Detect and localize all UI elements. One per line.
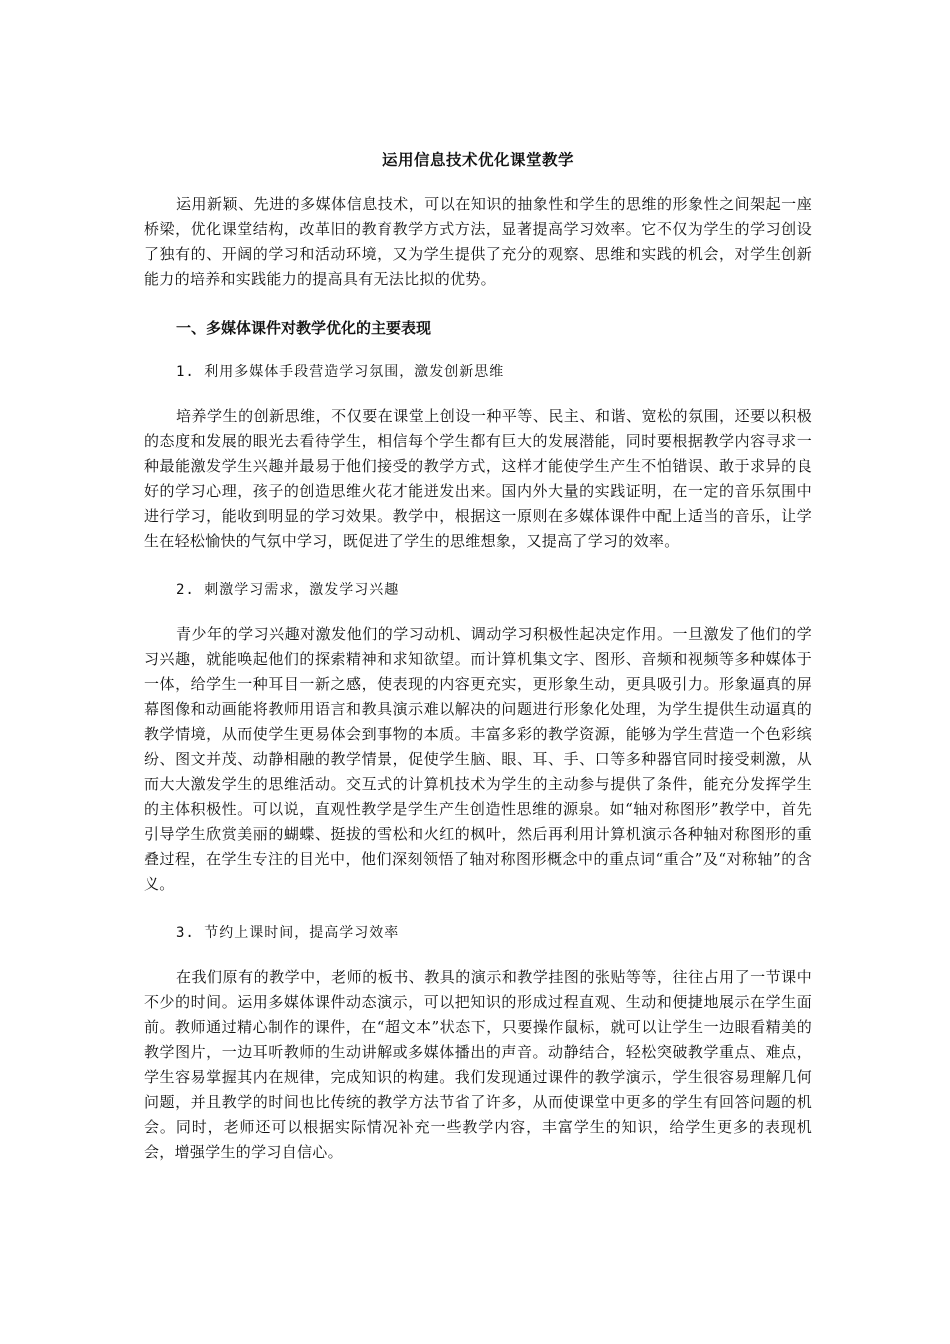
subsection-paragraph-2: 青少年的学习兴趣对激发他们的学习动机、调动学习积极性起决定作用。一旦激发了他们的学习兴趣，就能唤起他们的探索精神和求知欲望。而计算机集文字、图形、音频和视频等多种媒体于一体，给学生一种耳目一新之感，使表现的内容更充实，更形象生动，更具吸引力。形象逼真的屏幕图像和动画能将教师用语言和教具演示难以解决的问题进行形象化处理，为学生提供生动逼真的教学情境，从而使学生更易体会到事物的本质。丰富多彩的教学资源，能够为学生营造一个色彩缤纷、图文并茂、动静相融的教学情景，促使学生脑、眼、耳、手、口等多种器官同时接受刺激，从而大大激发学生的思维活动。交互式的计算机技术为学生的主动参与提供了条件，能充分发挥学生的主体积极性。可以说，直观性教学是学生产生创造性思维的源泉。如“轴对称图形”教学中，首先引导学生欣赏美丽的蝴蝶、挺拔的雪松和火红的枫叶，然后再利用计算机演示各种轴对称图形的重叠过程，在学生专注的目光中，他们深刻领悟了轴对称图形概念中的重点词“重合”及“对称轴”的含义。 [144,625,812,893]
subsection-heading-2: 2. 刺激学习需求，激发学习兴趣 [176,582,400,598]
intro-paragraph: 运用新颖、先进的多媒体信息技术，可以在知识的抽象性和学生的思维的形象性之间架起一座桥梁，优化课堂结构，改革旧的教育教学方式方法，显著提高学习效率。它不仅为学生的学习创设了独有的、开阔的学习和活动环境，又为学生提供了充分的观察、思维和实践的机会，对学生创新能力的培养和实践能力的提高具有无法比拟的优势。 [144,195,812,288]
section-heading-1: 一、多媒体课件对教学优化的主要表现 [176,319,432,337]
subsection-paragraph-3: 在我们原有的教学中，老师的板书、教具的演示和教学挂图的张贴等等，往往占用了一节课中不少的时间。运用多媒体课件动态演示，可以把知识的形成过程直观、生动和便捷地展示在学生面前。教师通过精心制作的课件，在“超文本”状态下，只要操作鼠标，就可以让学生一边眼看精美的教学图片，一边耳听教师的生动讲解或多媒体播出的声音。动静结合，轻松突破教学重点、难点，学生容易掌握其内在规律，完成知识的构建。我们发现通过课件的教学演示，学生很容易理解几何问题，并且教学的时间也比传统的教学方法节省了许多，从而使课堂中更多的学生有回答问题的机会。同时，老师还可以根据实际情况补充一些教学内容，丰富学生的知识，给学生更多的表现机会，增强学生的学习自信心。 [144,968,812,1161]
subsection-paragraph-1: 培养学生的创新思维，不仅要在课堂上创设一种平等、民主、和谐、宽松的氛围，还要以积极的态度和发展的眼光去看待学生，相信每个学生都有巨大的发展潜能，同时要根据教学内容寻求一种最能激发学生兴趣并最易于他们接受的教学方式，这样才能使学生产生不怕错误、敢于求异的良好的学习心理，孩子的创造思维火花才能迸发出来。国内外大量的实践证明，在一定的音乐氛围中进行学习，能收到明显的学习效果。教学中，根据这一原则在多媒体课件中配上适当的音乐，让学生在轻松愉快的气氛中学习，既促进了学生的思维想象，又提高了学习的效率。 [144,407,812,550]
subsection-heading-1: 1. 利用多媒体手段营造学习氛围，激发创新思维 [176,364,505,380]
document-title: 运用信息技术优化课堂教学 [381,150,574,169]
document-page [144,148,812,1189]
subsection-heading-3: 3. 节约上课时间，提高学习效率 [176,925,400,941]
